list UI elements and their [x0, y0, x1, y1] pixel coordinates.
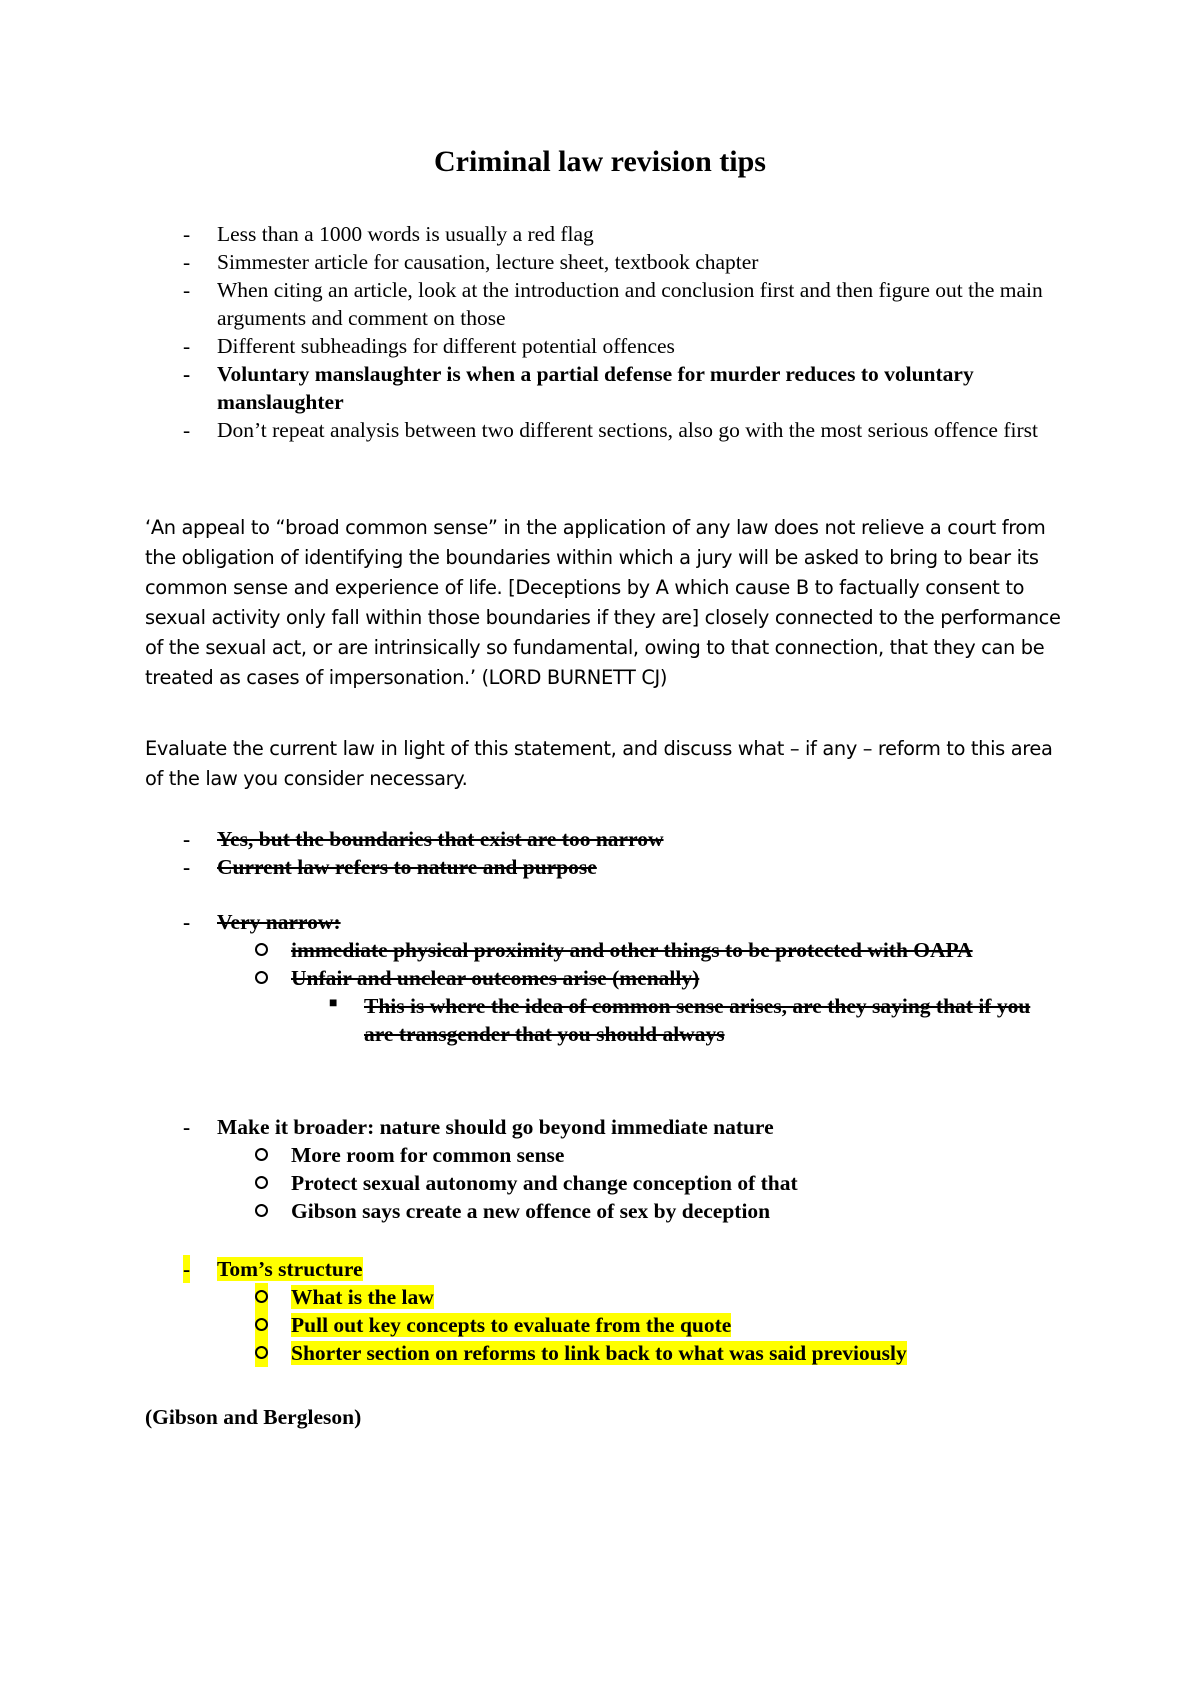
circle-bullet-icon	[255, 1283, 268, 1311]
dash-bullet: -	[183, 855, 191, 879]
circle-bullet-icon	[255, 1169, 268, 1197]
sub-list-item: More room for common sense	[145, 1141, 1045, 1169]
list-item: - Less than a 1000 words is usually a red flag	[183, 222, 594, 246]
square-bullet-icon: ■	[329, 996, 338, 1011]
sub-list-item: immediate physical proximity and other things to be protected with OAPA	[145, 936, 1045, 964]
list-item: - Different subheadings for different potential offences	[183, 334, 675, 358]
list-item: - When citing an article, look at the introduction and conclusion first and then figure out the main arguments and comment on those	[183, 278, 1043, 330]
citation: (Gibson and Bergleson)	[145, 1405, 362, 1429]
question-paragraph: Evaluate the current law in light of this statement, and discuss what – if any – reform to this area of the law you consider necessary.	[145, 737, 1053, 790]
list-item: - Voluntary manslaughter is when a partial defense for murder reduces to voluntary manslaughter	[183, 362, 974, 414]
dash-bullet: -	[183, 334, 191, 358]
list-item: - Tom’s structure	[183, 1257, 363, 1281]
sub-list-item: What is the law	[145, 1283, 1045, 1311]
dash-bullet: -	[183, 1115, 191, 1139]
circle-bullet-icon	[255, 936, 268, 964]
struck-nested-list	[145, 908, 1045, 1048]
dash-bullet: -	[183, 827, 191, 851]
list-item: - Very narrow:	[183, 910, 341, 934]
list-item: - Simmester article for causation, lecture sheet, textbook chapter	[183, 250, 759, 274]
broader-list	[145, 1113, 1045, 1225]
tips-list	[145, 220, 1045, 444]
dash-bullet: -	[183, 222, 191, 246]
dash-bullet: -	[183, 250, 191, 274]
dash-bullet: -	[183, 910, 191, 934]
dash-bullet: -	[183, 418, 191, 442]
structure-list	[145, 1255, 1045, 1367]
dash-bullet: -	[183, 278, 191, 302]
circle-bullet-icon	[255, 1141, 268, 1169]
list-item: - Make it broader: nature should go beyond immediate nature	[183, 1115, 774, 1139]
dash-bullet: -	[183, 1257, 191, 1281]
circle-bullet-icon	[255, 964, 268, 992]
struck-list	[145, 825, 1045, 881]
sub-list-item: Protect sexual autonomy and change conception of that	[145, 1169, 1045, 1197]
circle-bullet-icon	[255, 1311, 268, 1339]
list-item: - Current law refers to nature and purpose	[183, 855, 597, 879]
quote-paragraph: ‘An appeal to “broad common sense” in the application of any law does not relieve a court from the obligation of identifying the boundaries within which a jury will be asked to bring to bear its common sense and experience of life. [Deceptions by A which cause B to factually consent to sexual activity only fall within those boundaries if they are] closely connected to the performance of the sexual act, or are intrinsically so fundamental, owing to that connection, that they can be treated as cases of impersonation.’ (LORD BURNETT CJ)	[145, 516, 1061, 689]
sub-list-item: Unfair and unclear outcomes arise (menally)	[145, 964, 1045, 992]
list-item: - Yes, but the boundaries that exist are too narrow	[183, 827, 664, 851]
sub-sub-list-item: ■ This is where the idea of common sense arises, are they saying that if you are transgender that you should always	[145, 992, 1045, 1048]
circle-bullet-icon	[255, 1197, 268, 1225]
sub-list-item: Shorter section on reforms to link back to what was said previously	[145, 1339, 1045, 1367]
circle-bullet-icon	[255, 1339, 268, 1367]
dash-bullet: -	[183, 362, 191, 386]
sub-list-item: Pull out key concepts to evaluate from the quote	[145, 1311, 1045, 1339]
list-item: - Don’t repeat analysis between two different sections, also go with the most serious offence first	[183, 418, 1038, 442]
page-title: Criminal law revision tips	[434, 145, 766, 178]
sub-list-item: Gibson says create a new offence of sex by deception	[145, 1197, 1045, 1225]
